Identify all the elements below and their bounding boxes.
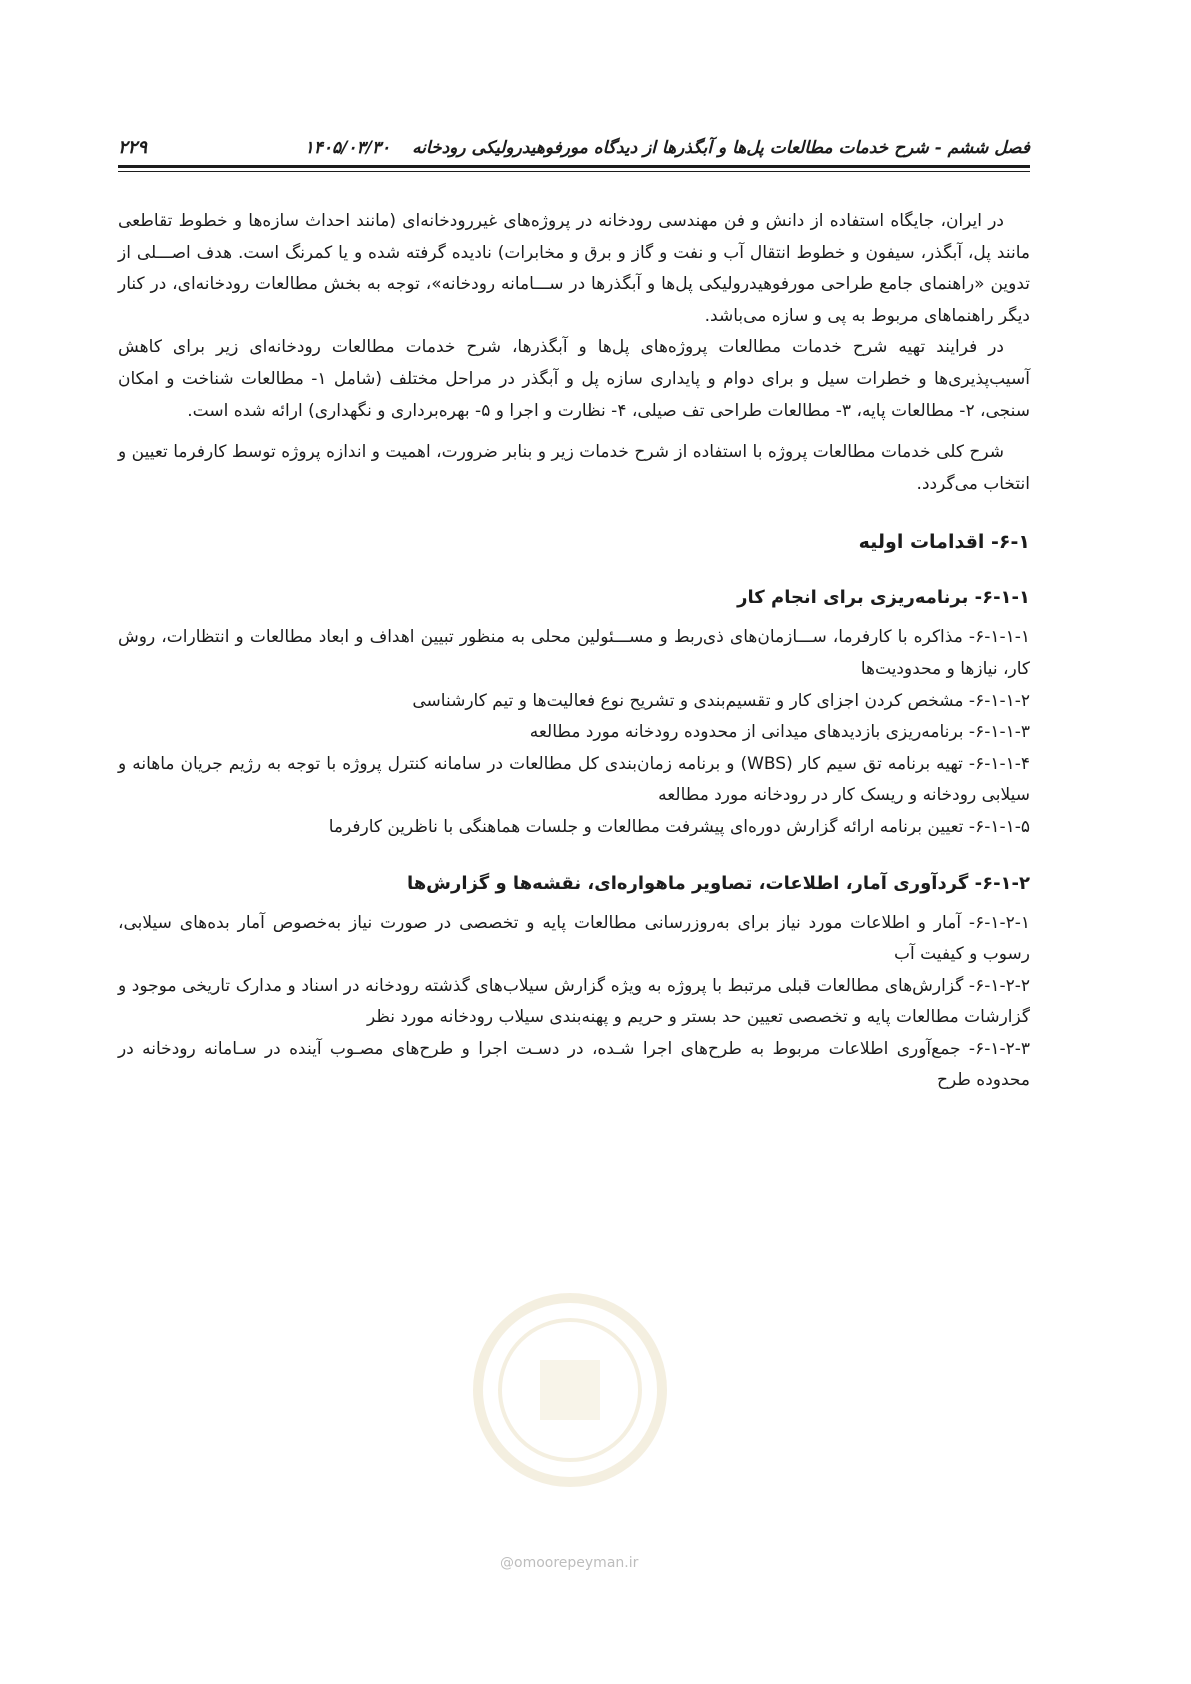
subsection-heading-2: ۶-۱-۲- گردآوری آمار، اطلاعات، تصاویر ماهواره‌ای، نقشه‌ها و گزارش‌ها	[406, 872, 1030, 894]
intro-paragraph-2: در فرایند تهیه شرح خدمات مطالعات پروژه‌های پل‌ها و آبگذرها، شرح خدمات مطالعات رودخانه‌ای زیر برای کاهش آسیب‌پذیری‌ها و خطرات سیل و برای دوام و پایداری سازه پل و آبگذر در مراحل مختلف (شامل ۱- مطالعات شناخت و امکان سنجی، ۲- مطالعات پایه، ۳- مطالعات طراحی تف صیلی، ۴- نظارت و اجرا و ۵- بهره‌برداری و نگهداری) ارائه شده است.	[118, 337, 1030, 421]
list-item: ۶-۱-۱-۱- مذاکره با کارفرما، ســـازمان‌های ذی‌ربط و مســـئولین محلی به منظور تبیین اهداف و ابعاد مطالعات و انتظارات، روش کار، نیازها و محدودیت‌ها	[118, 627, 1030, 679]
header-rule-thin	[118, 171, 1030, 172]
list-item: ۶-۱-۲-۲- گزارش‌های مطالعات قبلی مرتبط با پروژه به ویژه گزارش سیلاب‌های گذشته رودخانه در اسناد و مدارک تاریخی موجود و گزارشات مطالعات پایه و تخصصی تعیین حد بستر و حریم و پهنه‌بندی سیلاب رودخانه مورد نظر	[118, 975, 1030, 1028]
subsection-heading-1: ۶-۱-۱- برنامه‌ریزی برای انجام کار	[737, 587, 1030, 609]
page-number: ۲۲۹	[118, 137, 148, 158]
header-rule-thick	[118, 165, 1030, 168]
watermark-text: @omoorepeyman.ir	[500, 1555, 639, 1571]
list-item: ۶-۱-۱-۲- مشخص کردن اجزای کار و تقسیم‌بندی و تشریح نوع فعالیت‌ها و تیم کارشناسی	[412, 690, 1030, 711]
running-header	[118, 128, 1030, 158]
list-item: ۶-۱-۱-۵- تعیین برنامه ارائه گزارش دوره‌ای پیشرفت مطالعات و جلسات هماهنگی با ناظرین کارفرما	[328, 816, 1030, 837]
header-left-group	[305, 138, 1030, 158]
watermark-seal-icon	[470, 1290, 670, 1490]
list-item: ۶-۱-۱-۳- برنامه‌ریزی بازدیدهای میدانی از محدوده رودخانه مورد مطالعه	[529, 722, 1030, 743]
list-item: ۶-۱-۲-۳- جمع‌آوری اطلاعات مربوط به طرح‌های اجرا شـده، در دسـت اجرا و طرح‌های مصـوب آینده در سـامانه رودخانه در محدوده طرح	[118, 1038, 1030, 1091]
section-heading: ۶-۱- اقدامات اولیه	[858, 531, 1030, 554]
intro-paragraph-3: شرح کلی خدمات مطالعات پروژه با استفاده از شرح خدمات زیر و بنابر ضرورت، اهمیت و اندازه پروژه توسط کارفرما تعیین و انتخاب می‌گردد.	[118, 442, 1030, 494]
list-item: ۶-۱-۲-۱- آمار و اطلاعات مورد نیاز برای به‌روزرسانی مطالعات پایه و تخصصی در صورت نیاز به‌خصوص آمار بده‌های سیلابی، رسوب و کیفیت آب	[118, 912, 1030, 965]
list-item: ۶-۱-۱-۴- تهیه برنامه تق سیم کار (WBS) و برنامه زمان‌بندی کل مطالعات در سامانه کنترل پروژه با توجه به رژیم جریان ماهانه و سیلابی رودخانه و ریسک کار در رودخانه مورد مطالعه	[118, 753, 1030, 806]
header-chapter-title: فصل ششم - شرح خدمات مطالعات پل‌ها و آبگذرها از دیدگاه مورفوهیدرولیکی رودخانه	[412, 138, 1030, 158]
header-date: ۱۴۰۵/۰۳/۳۰	[304, 138, 391, 158]
intro-paragraph-1: در ایران، جایگاه استفاده از دانش و فن مهندسی رودخانه در پروژه‌های غیررودخانه‌ای (مانند احداث سازه‌ها و خطوط تقاطعی مانند پل، آبگذر، سیفون و خطوط انتقال آب و نفت و گاز و برق و مخابرات) نادیده گرفته شده و یا کمرنگ است. هدف اصـــلی از تدوین «راهنمای جامع طراحی مورفوهیدرولیکی پل‌ها و آبگذرها در ســـامانه رودخانه»، توجه به بخش مطالعات رودخانه‌ای، در کنار دیگر راهنماهای مربوط به پی و سازه می‌باشد.	[118, 211, 1030, 326]
body-text	[118, 206, 1030, 1097]
